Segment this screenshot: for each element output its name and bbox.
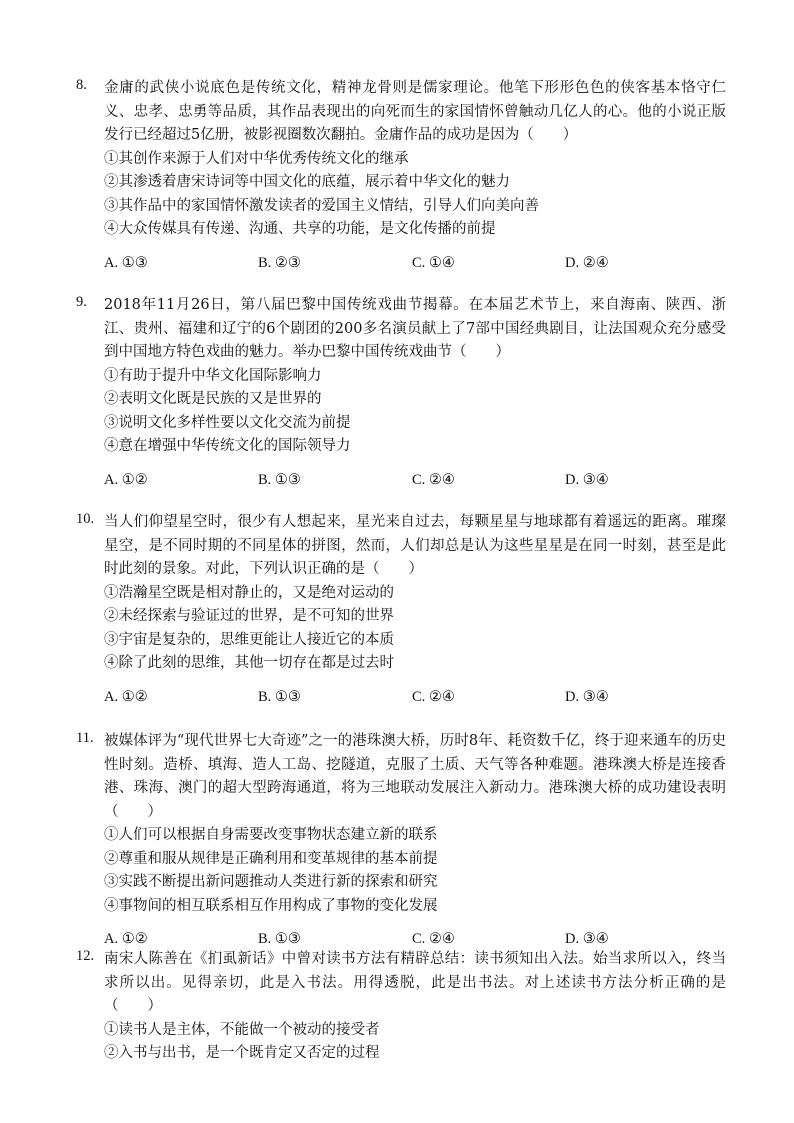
- question-stem: [104, 948, 726, 1019]
- statement-4: ④除了此刻的思维，其他一切存在都是过去时: [104, 655, 394, 671]
- question-number: 9.: [76, 294, 87, 310]
- answer-choices: [104, 689, 726, 709]
- choice-d[interactable]: D. ②④: [565, 254, 609, 271]
- statement-3: ③实践不断提出新问题推动人类进行新的探索和研究: [104, 874, 438, 890]
- question-12: [76, 948, 726, 1066]
- question-stem-text: 2018年11月26日，第八届巴黎中国传统戏曲节揭幕。在本届艺术节上，来自海南、陕西、浙江、贵州、福建和辽宁的6个剧团的200多名演员献上了7部中国经典剧目，让法国观众充分感受到中国地方特色戏曲的魅力。举办巴黎中国传统戏曲节（ ）: [104, 297, 726, 360]
- statement-4: ④事物间的相互联系相互作用构成了事物的变化发展: [104, 897, 438, 914]
- statement-1: ①读书人是主体，不能做一个被动的接受者: [104, 1021, 380, 1038]
- statement-1: ①人们可以根据自身需要改变事物状态建立新的联系: [104, 827, 438, 843]
- question-stem-text: 被媒体评为“现代世界七大奇迹”之一的港珠澳大桥，历时8年、耗资数千亿，终于迎来通车的历史性时刻。造桥、填海、造人工岛、挖隧道，克服了土质、天气等各种难题。港珠澳大桥是连接香港、珠海、澳门的超大型跨海通道，将为三地联动发展注入新动力。港珠澳大桥的成功建设表明（ ）: [104, 733, 726, 820]
- question-number: 12.: [76, 948, 95, 964]
- question-number: 11.: [76, 730, 94, 746]
- statement-2: ②表明文化既是民族的又是世界的: [104, 391, 322, 407]
- choice-b[interactable]: B. ②③: [258, 254, 301, 271]
- choice-a[interactable]: A. ①③: [104, 254, 148, 271]
- statement-1: ①浩瀚星空既是相对静止的，又是绝对运动的: [104, 584, 394, 601]
- answer-choices: [104, 472, 726, 492]
- question-number: 10.: [76, 511, 95, 527]
- choice-d[interactable]: D. ③④: [565, 931, 609, 947]
- answer-choices: [104, 255, 726, 275]
- statement-2: ②尊重和服从规律是正确利用和变革规律的基本前提: [104, 850, 438, 867]
- question-9: [76, 294, 726, 492]
- choice-b[interactable]: B. ①③: [258, 688, 301, 705]
- statement-list: [104, 824, 726, 918]
- choice-d[interactable]: D. ③④: [565, 471, 609, 488]
- statement-4: ④大众传媒具有传递、沟通、共享的功能，是文化传播的前提: [104, 221, 496, 237]
- choice-b[interactable]: B. ①③: [258, 471, 301, 488]
- statement-list: [104, 148, 726, 242]
- statement-list: [104, 582, 726, 676]
- statement-3: ③宇宙是复杂的，思维更能让人接近它的本质: [104, 631, 394, 648]
- question-stem-text: 金庸的武侠小说底色是传统文化，精神龙骨则是儒家理论。他笔下形形色色的侠客基本恪守仁义、忠孝、忠勇等品质，其作品表现出的向死而生的家国情怀曾触动几亿人的心。他的小说正版发行已经超过5亿册，被影视圈数次翻拍。金庸作品的成功是因为（ ）: [104, 80, 726, 143]
- statement-1: ①其创作来源于人们对中华优秀传统文化的继承: [104, 150, 409, 167]
- question-stem: [104, 294, 726, 365]
- question-8: [76, 77, 726, 275]
- choice-a[interactable]: A. ①②: [104, 688, 148, 705]
- statement-2: ②未经探索与验证过的世界，是不可知的世界: [104, 608, 394, 624]
- question-stem-text: 当人们仰望星空时，很少有人想起来，星光来自过去，每颗星星与地球都有着遥远的距离。璀璨星空，是不同时期的不同星体的拼图，然而，人们却总是认为这些星星是在同一时刻，甚至是此时此刻的景象。对此，下列认识正确的是（ ）: [104, 514, 726, 577]
- question-stem-text: 南宋人陈善在《扪虱新话》中曾对读书方法有精辟总结：读书须知出入法。始当求所以入，终当求所以出。见得亲切，此是入书法。用得透脱，此是出书法。对上述读书方法分析正确的是（ ）: [104, 951, 726, 1014]
- question-10: [76, 511, 726, 709]
- statement-3: ③说明文化多样性要以文化交流为前提: [104, 414, 351, 431]
- choice-b[interactable]: B. ①③: [258, 931, 301, 947]
- question-stem: [104, 730, 726, 824]
- statement-4: ④意在增强中华传统文化的国际领导力: [104, 438, 351, 454]
- statement-3: ③其作品中的家国情怀激发读者的爱国主义情结，引导人们向美向善: [104, 197, 539, 214]
- question-stem: [104, 511, 726, 582]
- choice-c[interactable]: C. ②④: [412, 688, 455, 705]
- choice-c[interactable]: C. ①④: [412, 254, 455, 271]
- question-number: 8.: [76, 77, 87, 93]
- question-11: [76, 730, 726, 951]
- statement-1: ①有助于提升中华文化国际影响力: [104, 367, 322, 384]
- choice-d[interactable]: D. ③④: [565, 688, 609, 705]
- statement-list: [104, 1019, 726, 1066]
- choice-a[interactable]: A. ①②: [104, 931, 148, 947]
- statement-2: ②其渗透着唐宋诗词等中国文化的底蕴，展示着中华文化的魅力: [104, 174, 510, 190]
- choice-c[interactable]: C. ②④: [412, 931, 455, 947]
- question-stem: [104, 77, 726, 148]
- statement-list: [104, 365, 726, 459]
- choice-a[interactable]: A. ①②: [104, 471, 148, 488]
- choice-c[interactable]: C. ②④: [412, 471, 455, 488]
- statement-2: ②入书与出书，是一个既肯定又否定的过程: [104, 1045, 380, 1061]
